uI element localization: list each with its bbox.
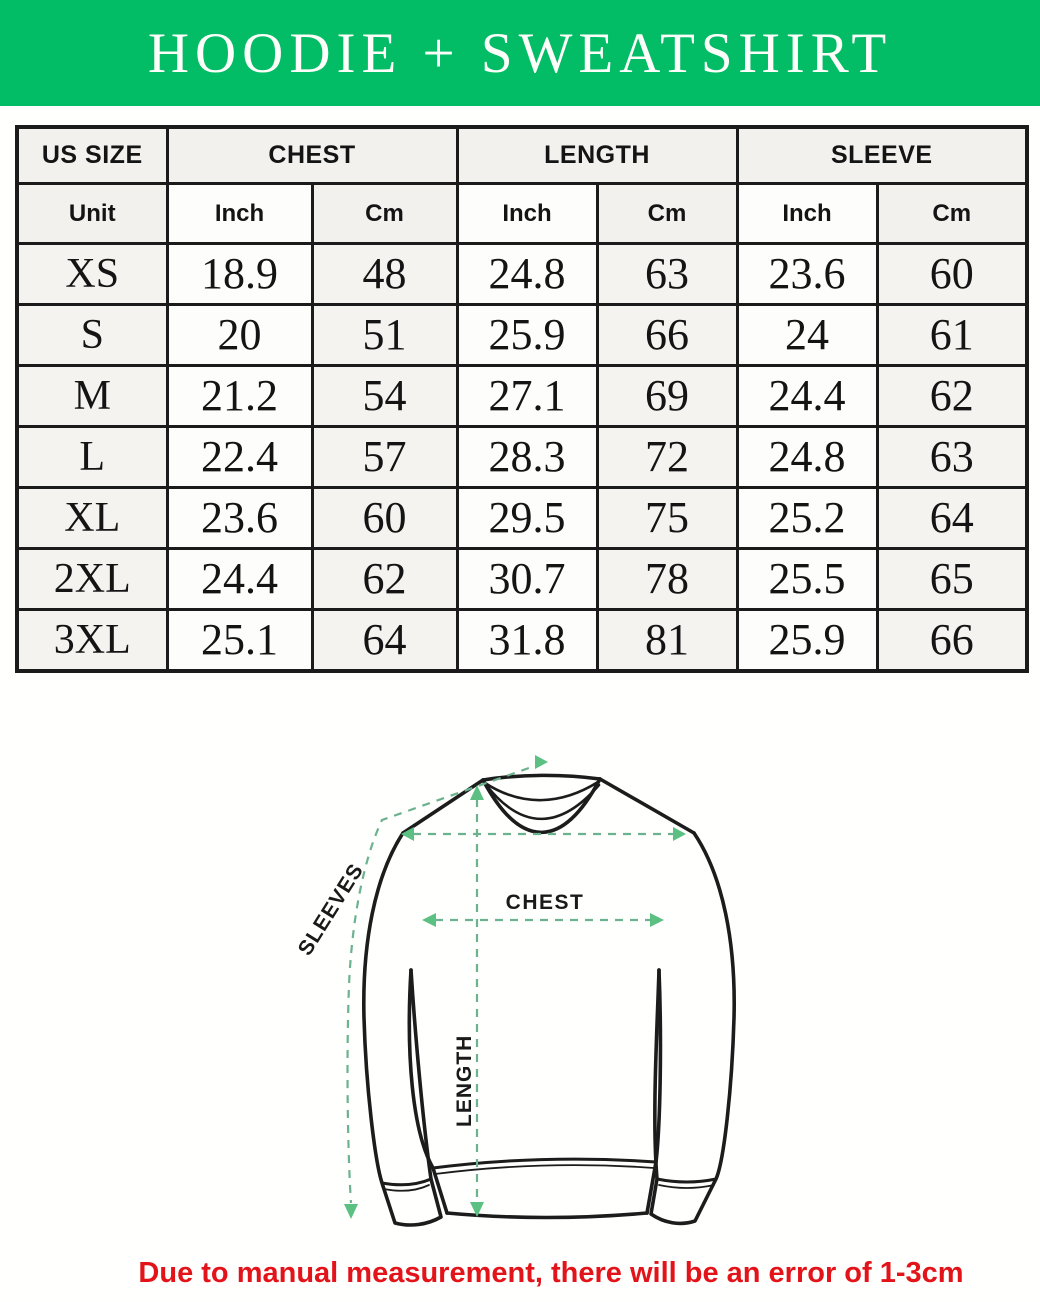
left-cuff-top <box>382 1179 431 1185</box>
value-cell: 18.9 <box>167 244 312 305</box>
value-cell: 27.1 <box>457 366 597 427</box>
value-cell: 78 <box>597 549 737 610</box>
size-cell: XS <box>17 244 167 305</box>
measurement-labels <box>295 859 584 1127</box>
right-cuff-top <box>657 1179 716 1182</box>
value-cell: 22.4 <box>167 427 312 488</box>
size-cell: L <box>17 427 167 488</box>
shoulder-seam-right <box>600 779 694 833</box>
value-cell: 24.4 <box>737 366 877 427</box>
value-cell: 29.5 <box>457 488 597 549</box>
size-cell: 2XL <box>17 549 167 610</box>
value-cell: 51 <box>312 305 457 366</box>
page-title: HOODIE + SWEATSHIRT <box>147 21 893 85</box>
chest-arrow-right <box>650 913 664 927</box>
unit-header-inch: Inch <box>167 184 312 244</box>
unit-header-inch: Inch <box>737 184 877 244</box>
sleeves-arrow-right <box>535 755 548 769</box>
table-row <box>17 549 1027 610</box>
collar-top <box>483 775 600 780</box>
value-cell: 60 <box>312 488 457 549</box>
value-cell: 23.6 <box>737 244 877 305</box>
length-label: LENGTH <box>453 1034 476 1127</box>
value-cell: 54 <box>312 366 457 427</box>
table-header-units <box>17 184 1027 244</box>
value-cell: 20 <box>167 305 312 366</box>
size-cell: XL <box>17 488 167 549</box>
value-cell: 30.7 <box>457 549 597 610</box>
value-cell: 21.2 <box>167 366 312 427</box>
measurement-diagram <box>295 733 790 1243</box>
value-cell: 48 <box>312 244 457 305</box>
sleeves-measure-line <box>348 763 543 1203</box>
measurement-lines <box>348 763 684 1203</box>
value-cell: 65 <box>877 549 1027 610</box>
value-cell: 66 <box>877 610 1027 672</box>
value-cell: 25.2 <box>737 488 877 549</box>
unit-header-cm: Cm <box>877 184 1027 244</box>
value-cell: 62 <box>877 366 1027 427</box>
value-cell: 64 <box>877 488 1027 549</box>
col-header-us-size: US SIZE <box>17 127 167 184</box>
value-cell: 61 <box>877 305 1027 366</box>
waistband-top-inner <box>435 1165 654 1174</box>
table-row <box>17 244 1027 305</box>
unit-header: Unit <box>17 184 167 244</box>
size-cell: M <box>17 366 167 427</box>
col-header-sleeve: SLEEVE <box>737 127 1027 184</box>
value-cell: 28.3 <box>457 427 597 488</box>
value-cell: 60 <box>877 244 1027 305</box>
value-cell: 66 <box>597 305 737 366</box>
table-header-groups <box>17 127 1027 184</box>
value-cell: 31.8 <box>457 610 597 672</box>
measurement-disclaimer: Due to manual measurement, there will be an error of 1-3cm <box>138 1257 964 1289</box>
value-cell: 72 <box>597 427 737 488</box>
title-banner <box>0 0 1040 106</box>
unit-header-cm: Cm <box>597 184 737 244</box>
collar-neckline <box>483 779 600 832</box>
value-cell: 64 <box>312 610 457 672</box>
sleeves-arrow-down <box>344 1204 358 1219</box>
value-cell: 63 <box>877 427 1027 488</box>
value-cell: 63 <box>597 244 737 305</box>
value-cell: 57 <box>312 427 457 488</box>
value-cell: 25.1 <box>167 610 312 672</box>
table-row <box>17 366 1027 427</box>
size-cell: S <box>17 305 167 366</box>
value-cell: 24.4 <box>167 549 312 610</box>
table-row <box>17 427 1027 488</box>
value-cell: 25.9 <box>457 305 597 366</box>
chest-arrow-left <box>422 913 436 927</box>
value-cell: 62 <box>312 549 457 610</box>
value-cell: 24 <box>737 305 877 366</box>
measurement-arrowheads <box>344 755 686 1219</box>
value-cell: 24.8 <box>737 427 877 488</box>
sweatshirt-outline <box>364 775 734 1225</box>
value-cell: 25.5 <box>737 549 877 610</box>
value-cell: 25.9 <box>737 610 877 672</box>
sleeves-label: SLEEVES <box>295 859 369 960</box>
collar-rib-1 <box>485 782 598 800</box>
table-row <box>17 305 1027 366</box>
unit-header-inch: Inch <box>457 184 597 244</box>
chest-label: CHEST <box>505 891 585 914</box>
value-cell: 69 <box>597 366 737 427</box>
col-header-chest: CHEST <box>167 127 457 184</box>
value-cell: 75 <box>597 488 737 549</box>
size-chart-table <box>15 125 1029 673</box>
value-cell: 81 <box>597 610 737 672</box>
table-row <box>17 488 1027 549</box>
table-row <box>17 610 1027 672</box>
value-cell: 24.8 <box>457 244 597 305</box>
value-cell: 23.6 <box>167 488 312 549</box>
right-cuff-top-inner <box>659 1185 714 1188</box>
right-sleeve <box>651 833 734 1223</box>
size-cell: 3XL <box>17 610 167 672</box>
unit-header-cm: Cm <box>312 184 457 244</box>
col-header-length: LENGTH <box>457 127 737 184</box>
left-sleeve <box>364 833 441 1225</box>
